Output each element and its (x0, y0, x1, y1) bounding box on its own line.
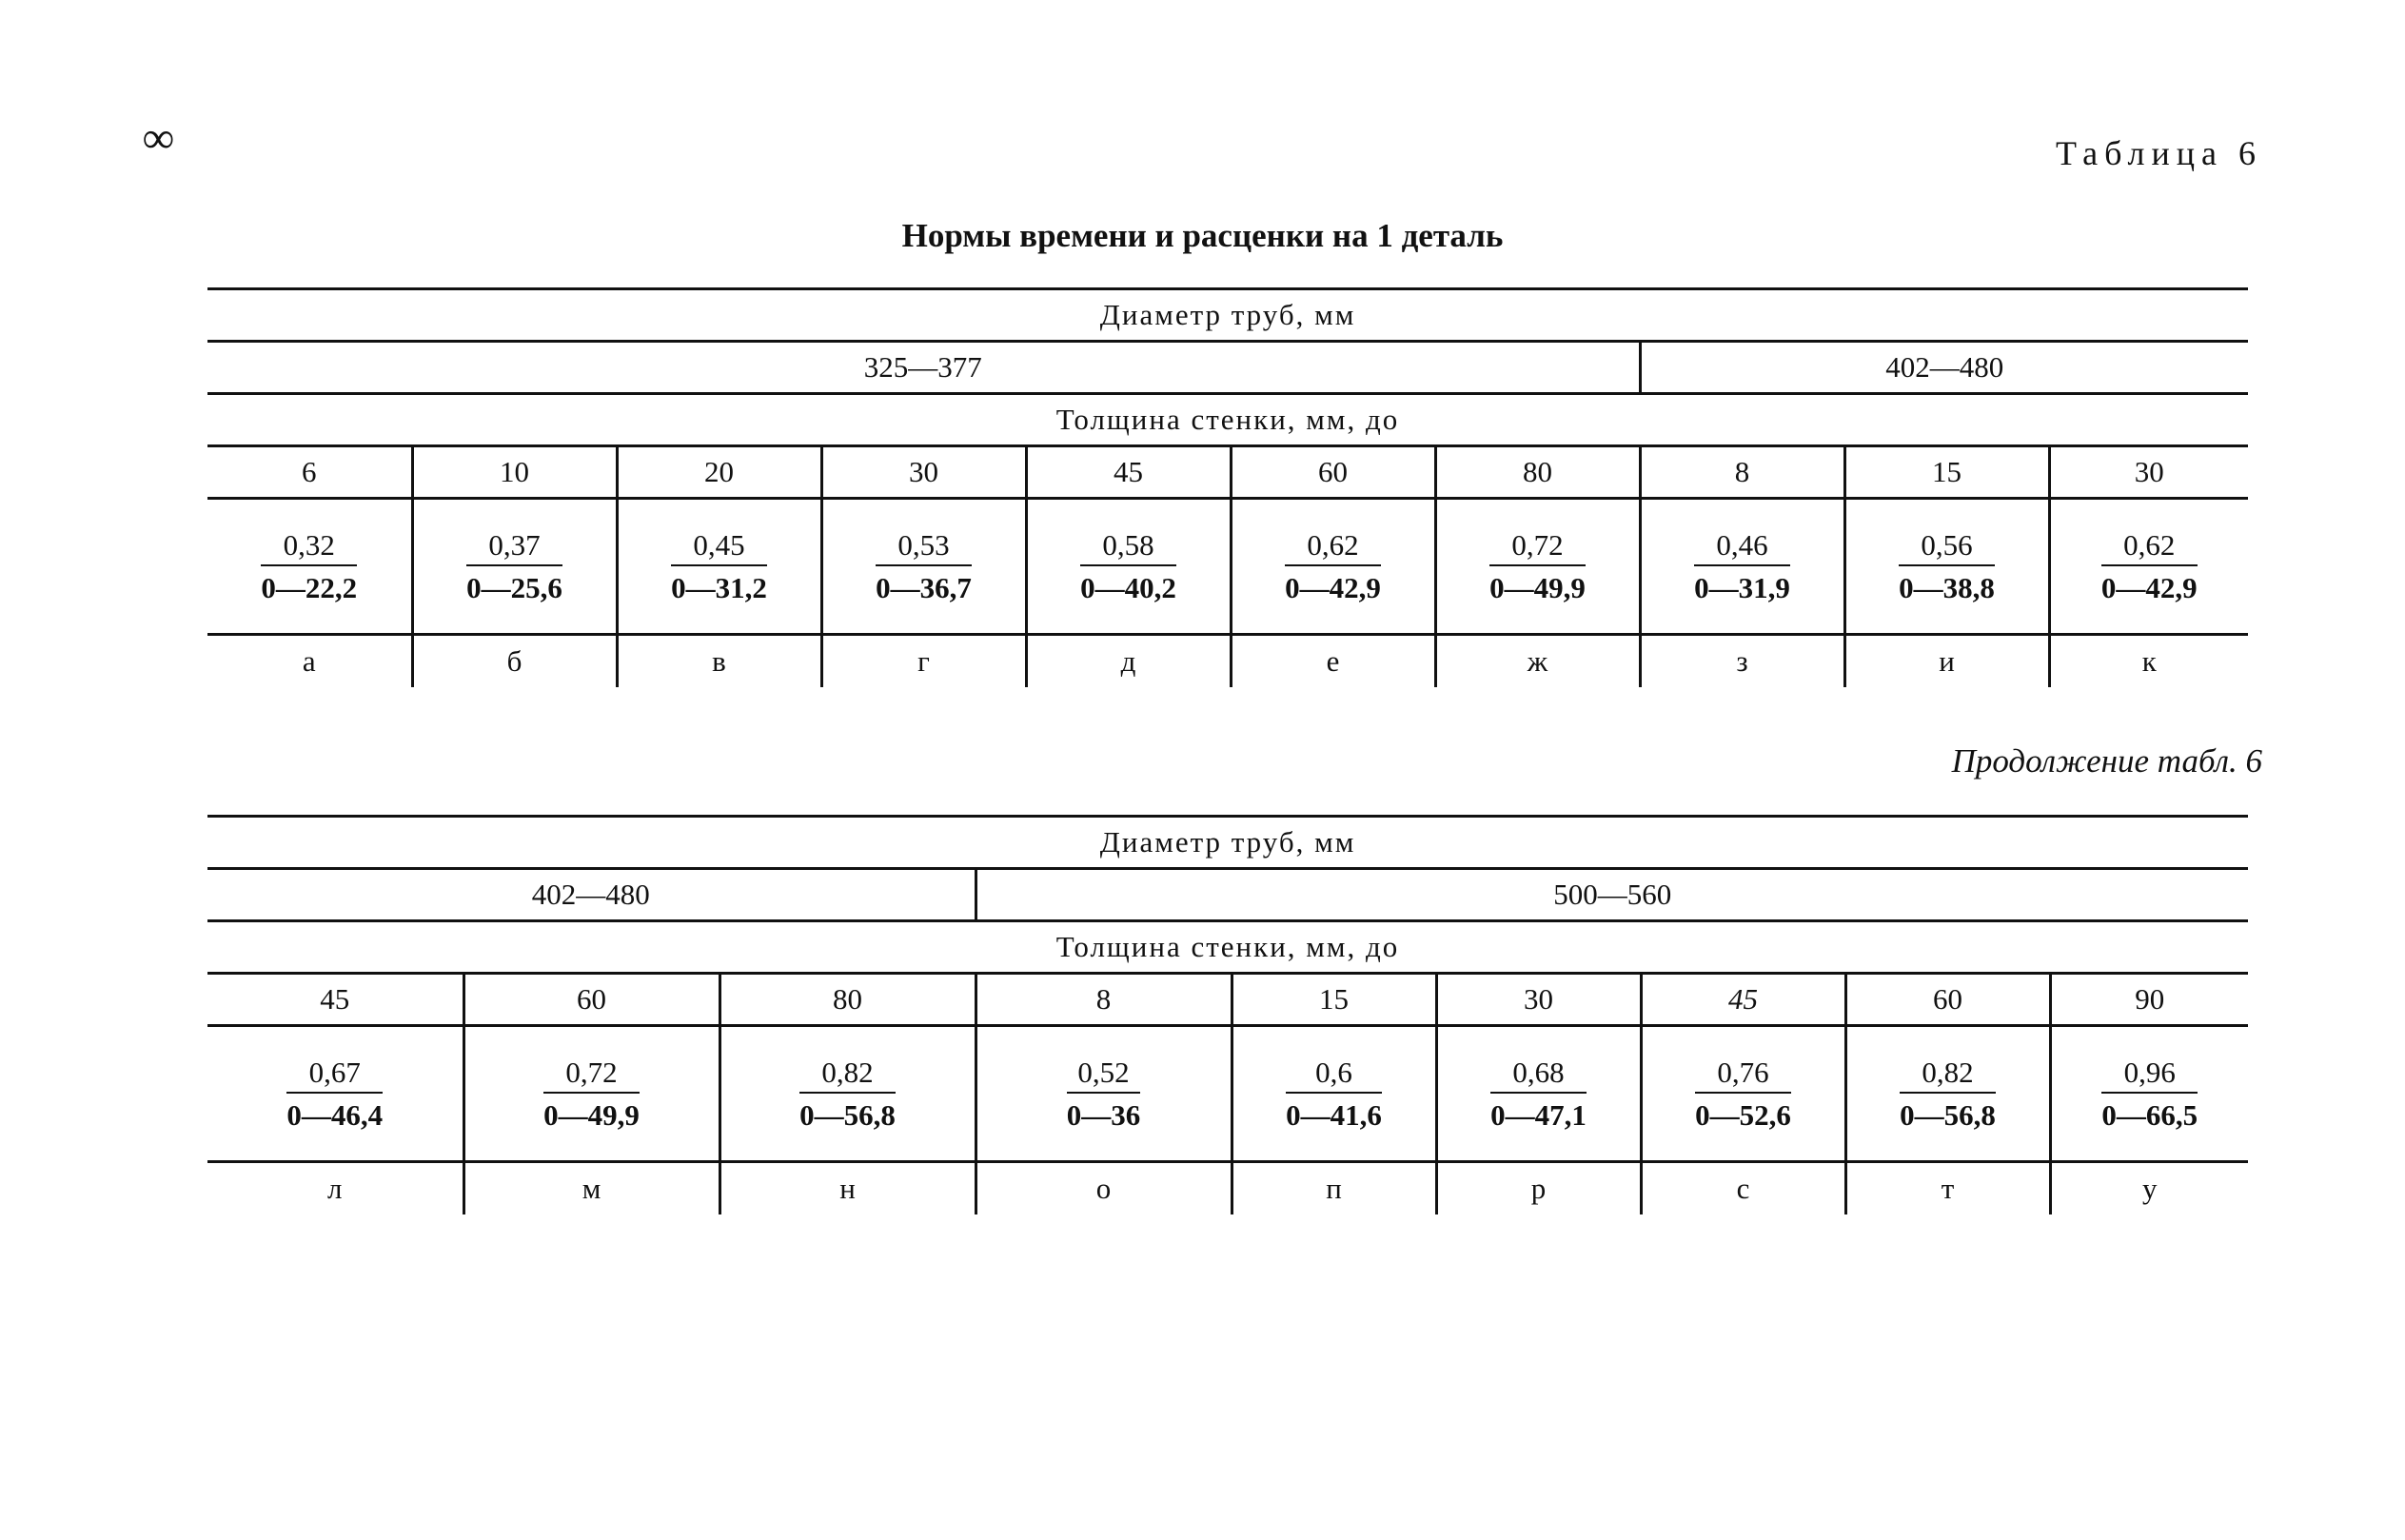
table-label: Таблица 6 (2056, 134, 2262, 172)
diameter-group: 402—480 (1640, 342, 2248, 394)
norm-cell (463, 1026, 720, 1162)
column-letter: з (1640, 635, 1844, 688)
rate-value: 0—47,1 (1490, 1098, 1587, 1132)
time-norm: 0,53 (876, 527, 972, 566)
thickness-cell: 20 (617, 446, 821, 499)
diameter-group: 500—560 (976, 869, 2248, 921)
thickness-cell: 60 (1231, 446, 1435, 499)
time-rate-fraction (543, 1055, 640, 1133)
column-letter: т (1845, 1162, 2050, 1215)
thickness-cell: 10 (412, 446, 617, 499)
rate-value: 0—56,8 (799, 1098, 896, 1132)
time-rate-fraction (2101, 1055, 2198, 1133)
thickness-header: Толщина стенки, мм, до (207, 921, 2248, 974)
thickness-cell: 15 (1844, 446, 2049, 499)
time-rate-fraction (671, 527, 767, 605)
norm-cell (1640, 499, 1844, 635)
rate-value: 0—38,8 (1899, 571, 1995, 604)
time-rate-fraction (1694, 527, 1790, 605)
time-rate-fraction (466, 527, 562, 605)
norm-cell (1436, 1026, 1641, 1162)
time-norm: 0,46 (1694, 527, 1790, 566)
time-rate-fraction (1490, 1055, 1587, 1133)
rate-value: 0—40,2 (1080, 571, 1176, 604)
thickness-cell: 15 (1232, 974, 1436, 1026)
thickness-cell: 30 (2049, 446, 2248, 499)
time-norm: 0,62 (2101, 527, 2198, 566)
norm-cell (412, 499, 617, 635)
norms-table-1 (207, 287, 2248, 687)
time-norm: 0,58 (1080, 527, 1176, 566)
thickness-cell: 45 (207, 974, 463, 1026)
norm-cell (1232, 1026, 1436, 1162)
rate-value: 0—66,5 (2101, 1098, 2198, 1132)
norm-cell (720, 1026, 976, 1162)
rate-value: 0—31,2 (671, 571, 767, 604)
time-norm: 0,67 (286, 1055, 383, 1094)
rate-value: 0—52,6 (1695, 1098, 1791, 1132)
column-letter: а (302, 644, 316, 678)
norms-table-2 (207, 815, 2248, 1214)
norm-cell (207, 1026, 463, 1162)
column-letter: с (1641, 1162, 1845, 1215)
rate-value: 0—31,9 (1694, 571, 1790, 604)
column-letter: в (617, 635, 821, 688)
time-rate-fraction (1900, 1055, 1996, 1133)
column-letter: б (412, 635, 617, 688)
time-norm: 0,96 (2101, 1055, 2198, 1094)
thickness-cell: 8 (1640, 446, 1844, 499)
norm-cell (1435, 499, 1640, 635)
time-rate-fraction (2101, 527, 2198, 605)
time-rate-fraction (286, 1055, 383, 1133)
time-rate-fraction (1695, 1055, 1791, 1133)
thickness-cell: 80 (1435, 446, 1640, 499)
time-rate-fraction (1899, 527, 1995, 605)
column-letter: п (1232, 1162, 1436, 1215)
continuation-label: Продолжение табл. 6 (1951, 742, 2262, 780)
rate-value: 0—46,4 (286, 1098, 384, 1132)
column-letter: м (463, 1162, 720, 1215)
time-norm: 0,32 (261, 527, 357, 566)
rate-value: 0—49,9 (1489, 571, 1586, 604)
rate-value: 0—36,7 (876, 571, 972, 604)
norm-cell (617, 499, 821, 635)
thickness-cell: 6 (207, 446, 412, 499)
norm-cell (821, 499, 1026, 635)
thickness-cell: 80 (720, 974, 976, 1026)
rate-value: 0—41,6 (1286, 1098, 1382, 1132)
time-rate-fraction (1067, 1055, 1141, 1133)
time-norm: 0,45 (671, 527, 767, 566)
thickness-cell: 45 (1641, 974, 1845, 1026)
column-letter: ж (1435, 635, 1640, 688)
thickness-cell: 30 (1436, 974, 1641, 1026)
diameter-header: Диаметр труб, мм (207, 817, 2248, 869)
time-norm: 0,72 (1489, 527, 1586, 566)
norm-cell (1231, 499, 1435, 635)
time-rate-fraction (1285, 527, 1381, 605)
time-rate-fraction (1489, 527, 1586, 605)
page-title: Нормы времени и расценки на 1 деталь (901, 217, 1504, 254)
column-letter: к (2049, 635, 2248, 688)
norm-cell (1844, 499, 2049, 635)
rate-value: 0—42,9 (1285, 571, 1381, 604)
column-letter: и (1844, 635, 2049, 688)
thickness-header: Толщина стенки, мм, до (207, 394, 2248, 446)
rate-value: 0—36 (1066, 1098, 1141, 1132)
column-letter: л (327, 1172, 343, 1205)
column-letter: о (976, 1162, 1232, 1215)
thickness-cell: 8 (976, 974, 1232, 1026)
rate-value: 0—49,9 (543, 1098, 640, 1132)
time-norm: 0,52 (1067, 1055, 1141, 1094)
rate-value: 0—42,9 (2100, 571, 2198, 604)
rate-value: 0—56,8 (1900, 1098, 1996, 1132)
column-letter: г (821, 635, 1026, 688)
rate-value: 0—25,6 (466, 571, 562, 604)
norm-cell (1641, 1026, 1845, 1162)
time-norm: 0,72 (543, 1055, 640, 1094)
norm-cell (2050, 1026, 2248, 1162)
thickness-cell: 60 (463, 974, 720, 1026)
norm-cell (2049, 499, 2248, 635)
time-rate-fraction (1286, 1055, 1382, 1133)
time-norm: 0,68 (1490, 1055, 1587, 1094)
time-rate-fraction (1080, 527, 1176, 605)
rate-value: 0—22,2 (261, 571, 358, 604)
diameter-group: 402—480 (207, 869, 976, 921)
thickness-cell: 60 (1845, 974, 2050, 1026)
norm-cell (1026, 499, 1231, 635)
norm-cell (207, 499, 412, 635)
thickness-cell: 45 (1026, 446, 1231, 499)
column-letter: н (720, 1162, 976, 1215)
time-norm: 0,82 (799, 1055, 896, 1094)
column-letter: у (2050, 1162, 2248, 1215)
time-norm: 0,62 (1285, 527, 1381, 566)
time-norm: 0,37 (466, 527, 562, 566)
time-rate-fraction (876, 527, 972, 605)
diameter-group: 325—377 (207, 342, 1640, 394)
time-norm: 0,82 (1900, 1055, 1996, 1094)
thickness-cell: 90 (2050, 974, 2248, 1026)
time-norm: 0,76 (1695, 1055, 1791, 1094)
norm-cell (1845, 1026, 2050, 1162)
time-rate-fraction (799, 1055, 896, 1133)
diameter-header: Диаметр труб, мм (207, 289, 2248, 342)
column-letter: р (1436, 1162, 1641, 1215)
column-letter: е (1231, 635, 1435, 688)
time-norm: 0,6 (1286, 1055, 1382, 1094)
column-letter: д (1026, 635, 1231, 688)
time-norm: 0,56 (1899, 527, 1995, 566)
norm-cell (976, 1026, 1232, 1162)
time-rate-fraction (261, 527, 357, 605)
thickness-cell: 30 (821, 446, 1026, 499)
page-number: ∞ (143, 113, 174, 162)
